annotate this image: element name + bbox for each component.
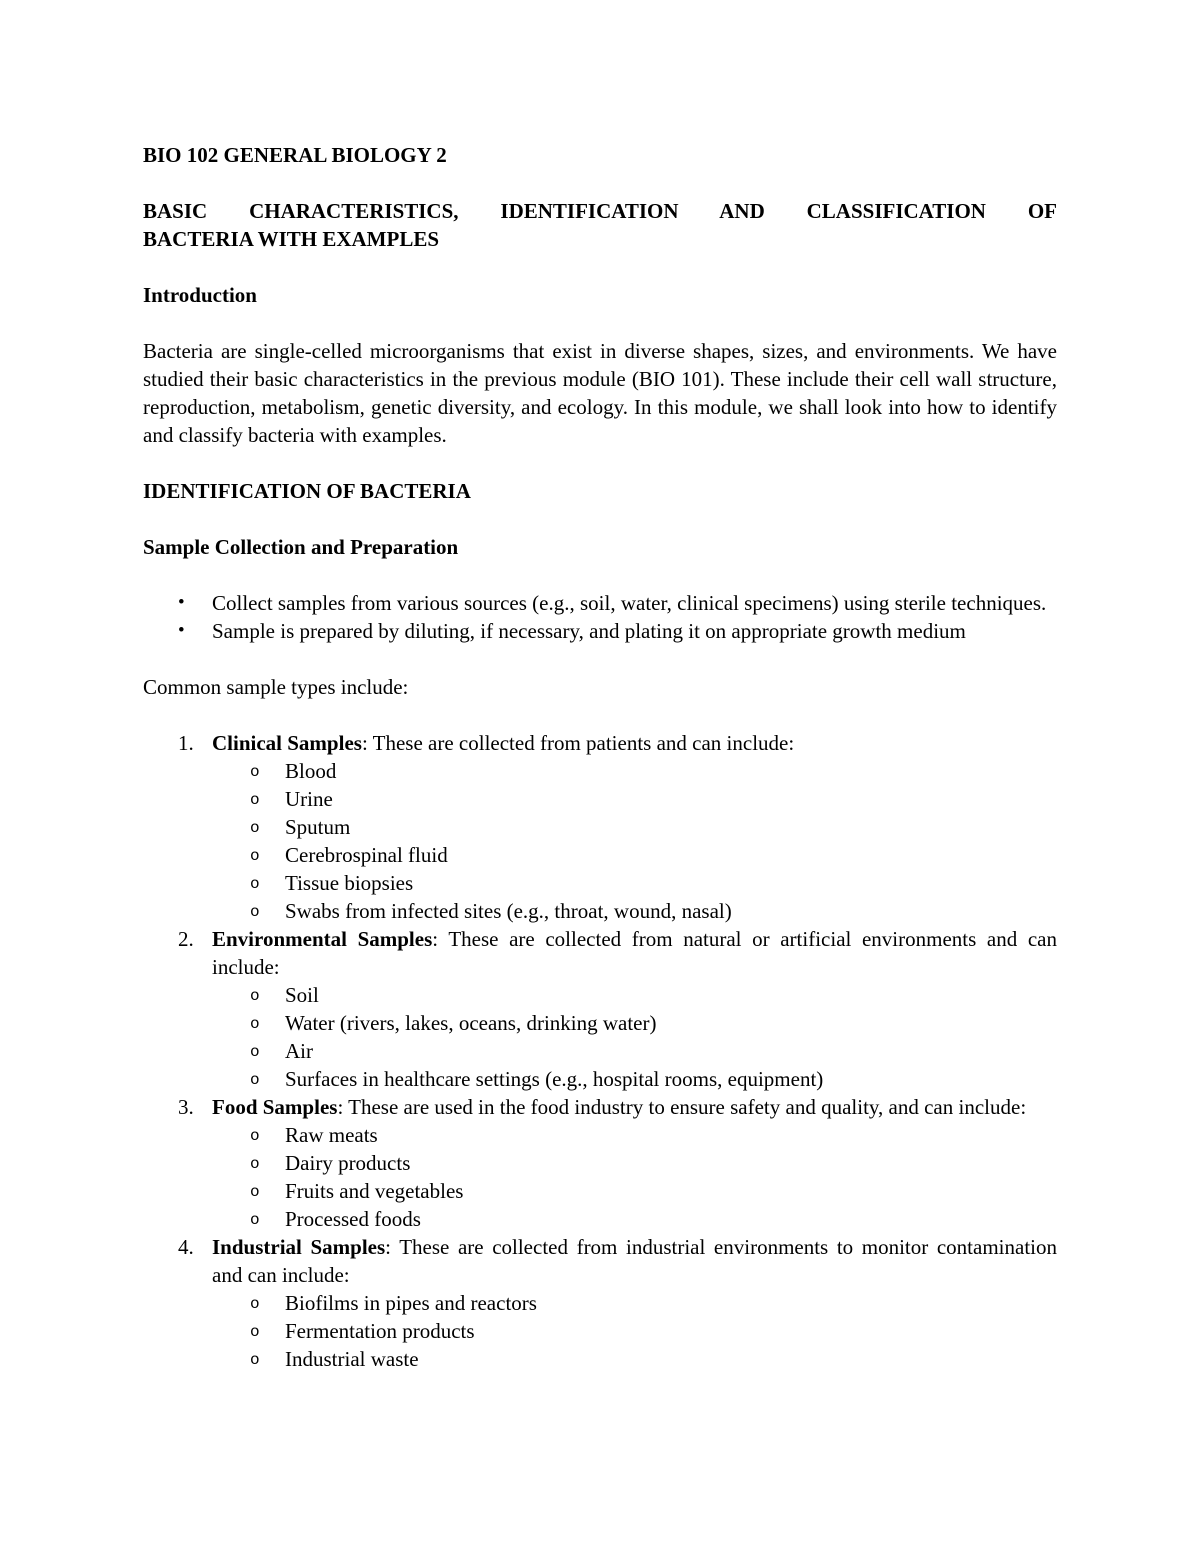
list-number: 1. bbox=[178, 731, 194, 755]
sample-type-subitem bbox=[143, 1289, 1057, 1317]
subitem-text: Cerebrospinal fluid bbox=[285, 843, 448, 867]
collection-bullet-list bbox=[143, 589, 1057, 645]
sample-type-description: : These are collected from patients and can include: bbox=[361, 731, 795, 755]
circle-bullet-icon: o bbox=[250, 903, 260, 921]
sample-type-subitem bbox=[143, 1205, 1057, 1233]
identification-heading: IDENTIFICATION OF BACTERIA bbox=[143, 479, 471, 503]
circle-bullet-icon: o bbox=[250, 987, 260, 1005]
sample-type-subitem bbox=[143, 1317, 1057, 1345]
sample-type-label: Industrial Samples bbox=[212, 1235, 386, 1259]
sample-type-subitem bbox=[143, 981, 1057, 1009]
subitem-text: Water (rivers, lakes, oceans, drinking water) bbox=[285, 1011, 657, 1035]
list-number: 3. bbox=[178, 1095, 194, 1119]
sample-type-subitem bbox=[143, 757, 1057, 785]
sample-type-subitem bbox=[143, 813, 1057, 841]
sample-type-label: Clinical Samples bbox=[212, 731, 362, 755]
sample-type-subitem bbox=[143, 1009, 1057, 1037]
subitem-text: Industrial waste bbox=[285, 1347, 419, 1371]
subitem-text: Air bbox=[285, 1039, 313, 1063]
circle-bullet-icon: o bbox=[250, 1127, 260, 1145]
bullet-item-text: Sample is prepared by diluting, if necessary, and plating it on appropriate growth medium bbox=[212, 619, 966, 643]
main-heading-line-1: BASIC CHARACTERISTICS, IDENTIFICATION AND CLASSIFICATION OF bbox=[143, 199, 1057, 223]
intro-heading: Introduction bbox=[143, 283, 257, 307]
subitem-text: Dairy products bbox=[285, 1151, 411, 1175]
intro-paragraph: Bacteria are single-celled microorganisms that exist in diverse shapes, sizes, and environments. We have studied their basic characteristics in the previous module (BIO 101). These include their cell wall structure, reproduction, metabolism, genetic diversity, and ecology. In this module, we shall look into how to identify and classify bacteria with examples. bbox=[143, 339, 1057, 447]
list-number: 2. bbox=[178, 927, 194, 951]
circle-bullet-icon: o bbox=[250, 847, 260, 865]
subitem-text: Swabs from infected sites (e.g., throat, wound, nasal) bbox=[285, 899, 732, 923]
subitem-text: Fruits and vegetables bbox=[285, 1179, 464, 1203]
main-heading bbox=[143, 197, 1057, 253]
sample-types-list bbox=[143, 729, 1057, 1373]
circle-bullet-icon: o bbox=[250, 1155, 260, 1173]
sample-type-item bbox=[143, 729, 1057, 757]
sample-type-subitem bbox=[143, 1121, 1057, 1149]
sample-type-label: Food Samples bbox=[212, 1095, 338, 1119]
sample-type-description: : These are used in the food industry to ensure safety and quality, and can include: bbox=[337, 1095, 1027, 1119]
sample-type-item bbox=[143, 1233, 1057, 1289]
subitem-text: Surfaces in healthcare settings (e.g., hospital rooms, equipment) bbox=[285, 1067, 824, 1091]
circle-bullet-icon: o bbox=[250, 819, 260, 837]
subitem-text: Biofilms in pipes and reactors bbox=[285, 1291, 537, 1315]
sample-type-description: : These are collected from natural or artificial environments and can include: bbox=[212, 927, 1057, 979]
sample-type-description: : These are collected from industrial environments to monitor contamination and can include: bbox=[212, 1235, 1057, 1287]
bullet-icon: • bbox=[178, 620, 185, 641]
subitem-text: Processed foods bbox=[285, 1207, 421, 1231]
bullet-icon: • bbox=[178, 592, 185, 613]
circle-bullet-icon: o bbox=[250, 763, 260, 781]
circle-bullet-icon: o bbox=[250, 1295, 260, 1313]
sample-type-subitem bbox=[143, 1177, 1057, 1205]
main-heading-line-2: BACTERIA WITH EXAMPLES bbox=[143, 227, 440, 251]
sample-type-subitem bbox=[143, 1345, 1057, 1373]
circle-bullet-icon: o bbox=[250, 1211, 260, 1229]
circle-bullet-icon: o bbox=[250, 1015, 260, 1033]
subitem-text: Blood bbox=[285, 759, 337, 783]
sample-type-subitem bbox=[143, 1037, 1057, 1065]
list-number: 4. bbox=[178, 1235, 194, 1259]
sample-type-item bbox=[143, 1093, 1057, 1121]
sample-type-subitem bbox=[143, 785, 1057, 813]
circle-bullet-icon: o bbox=[250, 1183, 260, 1201]
circle-bullet-icon: o bbox=[250, 791, 260, 809]
bullet-item-text: Collect samples from various sources (e.g., soil, water, clinical specimens) using sterile techniques. bbox=[212, 591, 1047, 615]
circle-bullet-icon: o bbox=[250, 1323, 260, 1341]
bullet-item bbox=[143, 589, 1057, 617]
subitem-text: Tissue biopsies bbox=[285, 871, 414, 895]
bullet-item bbox=[143, 617, 1057, 645]
subitem-text: Sputum bbox=[285, 815, 351, 839]
sample-type-item bbox=[143, 925, 1057, 981]
sample-type-subitem bbox=[143, 1065, 1057, 1093]
sample-type-label: Environmental Samples bbox=[212, 927, 433, 951]
circle-bullet-icon: o bbox=[250, 1043, 260, 1061]
circle-bullet-icon: o bbox=[250, 1351, 260, 1369]
course-title: BIO 102 GENERAL BIOLOGY 2 bbox=[143, 143, 447, 167]
circle-bullet-icon: o bbox=[250, 1071, 260, 1089]
sample-type-subitem bbox=[143, 897, 1057, 925]
sample-collection-heading: Sample Collection and Preparation bbox=[143, 535, 459, 559]
circle-bullet-icon: o bbox=[250, 875, 260, 893]
sample-type-subitem bbox=[143, 1149, 1057, 1177]
sample-type-subitem bbox=[143, 869, 1057, 897]
sample-type-subitem bbox=[143, 841, 1057, 869]
subitem-text: Fermentation products bbox=[285, 1319, 475, 1343]
subitem-text: Soil bbox=[285, 983, 319, 1007]
sample-types-intro: Common sample types include: bbox=[143, 675, 409, 699]
subitem-text: Raw meats bbox=[285, 1123, 378, 1147]
subitem-text: Urine bbox=[285, 787, 333, 811]
